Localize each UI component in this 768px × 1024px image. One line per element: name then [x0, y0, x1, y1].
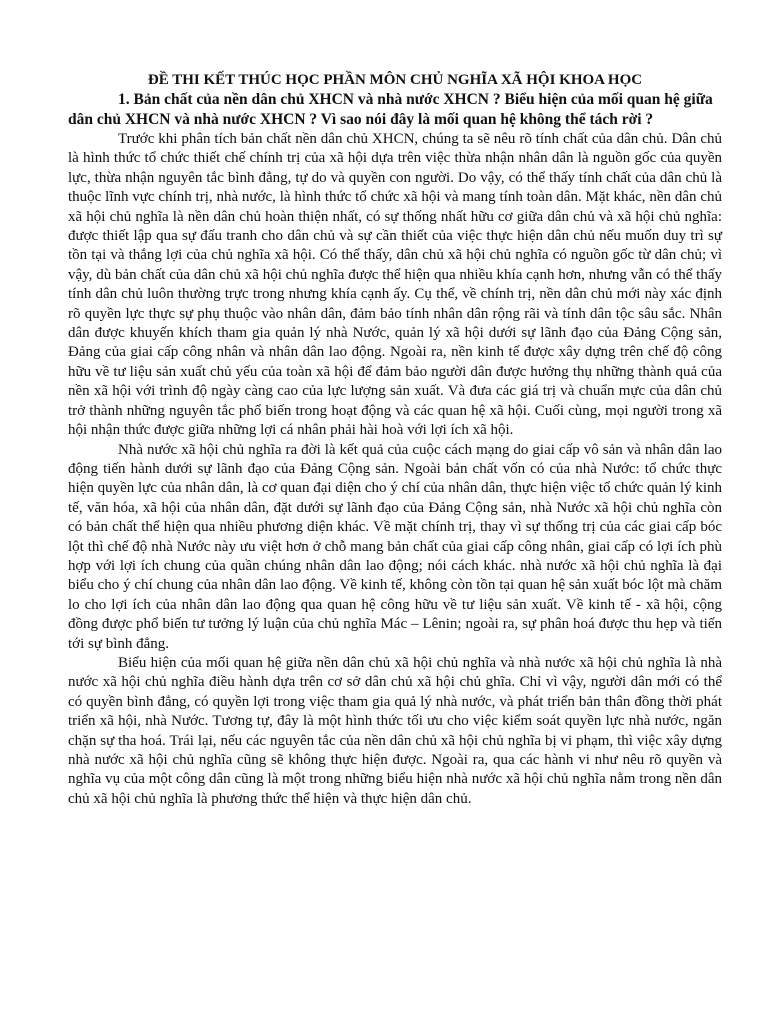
question-heading: 1. Bản chất của nền dân chủ XHCN và nhà nước XHCN ? Biểu hiện của mối quan hệ giữa dân chủ XHCN và nhà nước XHCN ? Vì sao nói đây là mối quan hệ không thể tách rời ?: [68, 91, 713, 128]
paragraph-relationship: Biểu hiện của mối quan hệ giữa nền dân chủ xã hội chủ nghĩa và nhà nước xã hội chủ nghĩa là nhà nước xã hội chủ nghĩa điều hành dựa trên cơ sở dân chủ xã hội chủ ghĩa. Chỉ vì vậy, người dân mới có thể có quyền bình đẳng, có quyền lợi trong việc tham gia quả lý nhà nước, và phát triển bản thân đồng thời phát triển xã hội, nhà Nước. Tương tự, đây là một hình thức tối ưu cho việc kiểm soát quyền lực nhà nước, ngăn chặn sự tha hoá. Trái lại, nếu các nguyên tắc của nền dân chủ xã hội chủ nghĩa bị vi phạm, thì việc xây dựng nhà nước xã hội chủ nghĩa cũng sẽ không thực hiện được. Ngoài ra, qua các hành vi như nêu rõ quyền và nghĩa vụ của một công dân cũng là một trong những biểu hiện nhà nước xã hội chủ nghĩa nằm trong nền dân chủ xã hội chủ nghĩa là phương thức thể hiện và thực hiện dân chủ.: [68, 654, 722, 807]
document-page: [68, 70, 722, 809]
paragraph-democracy-nature: Trước khi phân tích bản chất nền dân chủ XHCN, chúng ta sẽ nêu rõ tính chất của dân chủ. Dân chủ là hình thức tổ chức thiết chế chính trị của xã hội dựa trên việc thừa nhận nhân dân là nguồn gốc của quyền lực, thừa nhận nguyên tắc bình đẳng, tự do và quyền con người. Do vậy, có thể thấy tính chất của dân chủ là thuộc lĩnh vực chính trị, nhà nước, là hình thức tổ chức xã hội và mang tính toàn dân. Mặt khác, nền dân chủ xã hội chủ nghĩa là nền dân chủ hoàn thiện nhất, có sự thống nhất hữu cơ giữa dân chủ và xã hội chủ nghĩa: được thiết lập qua sự đấu tranh cho dân chủ và sự cần thiết của việc thực hiện dân chủ nếu muốn duy trì sự tồn tại và thắng lợi của chủ nghĩa xã hội. Có thể thấy, dân chủ xã hội chủ nghĩa có nguồn gốc từ dân chủ; vì vậy, dù bản chất của dân chủ xã hội chủ nghĩa được thể hiện qua nhiều khía cạnh hơn, nhưng vẫn có thể thấy tính dân chủ luôn thường trực trong nhưng khía cạnh ấy. Cụ thể, về chính trị, nền dân chủ mới này xác định rõ quyền lực thực sự phụ thuộc vào nhân dân, đảm bảo tính nhân dân rộng rãi và tính dân tộc sâu sắc. Nhân dân được khuyến khích tham gia quản lý nhà Nước, quản lý xã hội dưới sự lãnh đạo của Đảng Cộng sản, Đảng của giai cấp công nhân và nhân dân lao động. Ngoài ra, nền kinh tế được xây dựng trên chế độ công hữu về tư liệu sản xuất chủ yếu của toàn xã hội để đảm bảo người dân được hưởng thụ những thành quả của nền xã hội với trình độ ngày càng cao của lực lượng sản xuất. Và đưa các giá trị và chuẩn mực của dân chủ trở thành những nguyên tắc phổ biến trong hoạt động và các quan hệ xã hội. Cuối cùng, mọi người trong xã hội nhận thức được giữa những lợi cá nhân phải hài hoà với lợi ích xã hội.: [68, 131, 722, 439]
exam-title: ĐỀ THI KẾT THÚC HỌC PHẦN MÔN CHỦ NGHĨA XÃ HỘI KHOA HỌC: [147, 72, 643, 88]
paragraph-state-nature: Nhà nước xã hội chủ nghĩa ra đời là kết quả của cuộc cách mạng do giai cấp vô sản và nhân dân lao động tiến hành dưới sự lãnh đạo của Đảng Cộng sản. Ngoài bản chất vốn có của nhà Nước: tổ chức thực hiện quyền lực của nhân dân, là cơ quan đại diện cho ý chí của nhân dân, thực hiện việc tổ chức quản lý kinh tế, văn hóa, xã hội của nhân dân, đặt dưới sự lãnh đạo của Đảng Cộng sản, nhà Nước xã hội chủ nghĩa còn có bản chất thể hiện qua nhiều phương diện khác. Về mặt chính trị, thay vì sự thống trị của các giai cấp bóc lột thì chế độ nhà Nước này ưu việt hơn ở chỗ mang bản chất của giai cấp công nhân, giai cấp có lợi ích phù hợp với lợi ích chung của quần chúng nhân dân lao động; nói cách khác. nhà nước xã hội chủ nghĩa là đại biểu cho ý chí chung của nhân dân lao động. Về kinh tế, không còn tồn tại quan hệ sản xuất bóc lột mà chăm lo cho lợi ích của nhân dân lao động qua quan hệ công hữu về tư liệu sản xuất. Về kinh tế - xã hội, cộng đồng được phổ biến tư tưởng lý luận của chủ nghĩa Mác – Lênin; ngoài ra, sự phân hoá được thu hẹp và tiến tới sự bình đẳng.: [68, 441, 722, 652]
